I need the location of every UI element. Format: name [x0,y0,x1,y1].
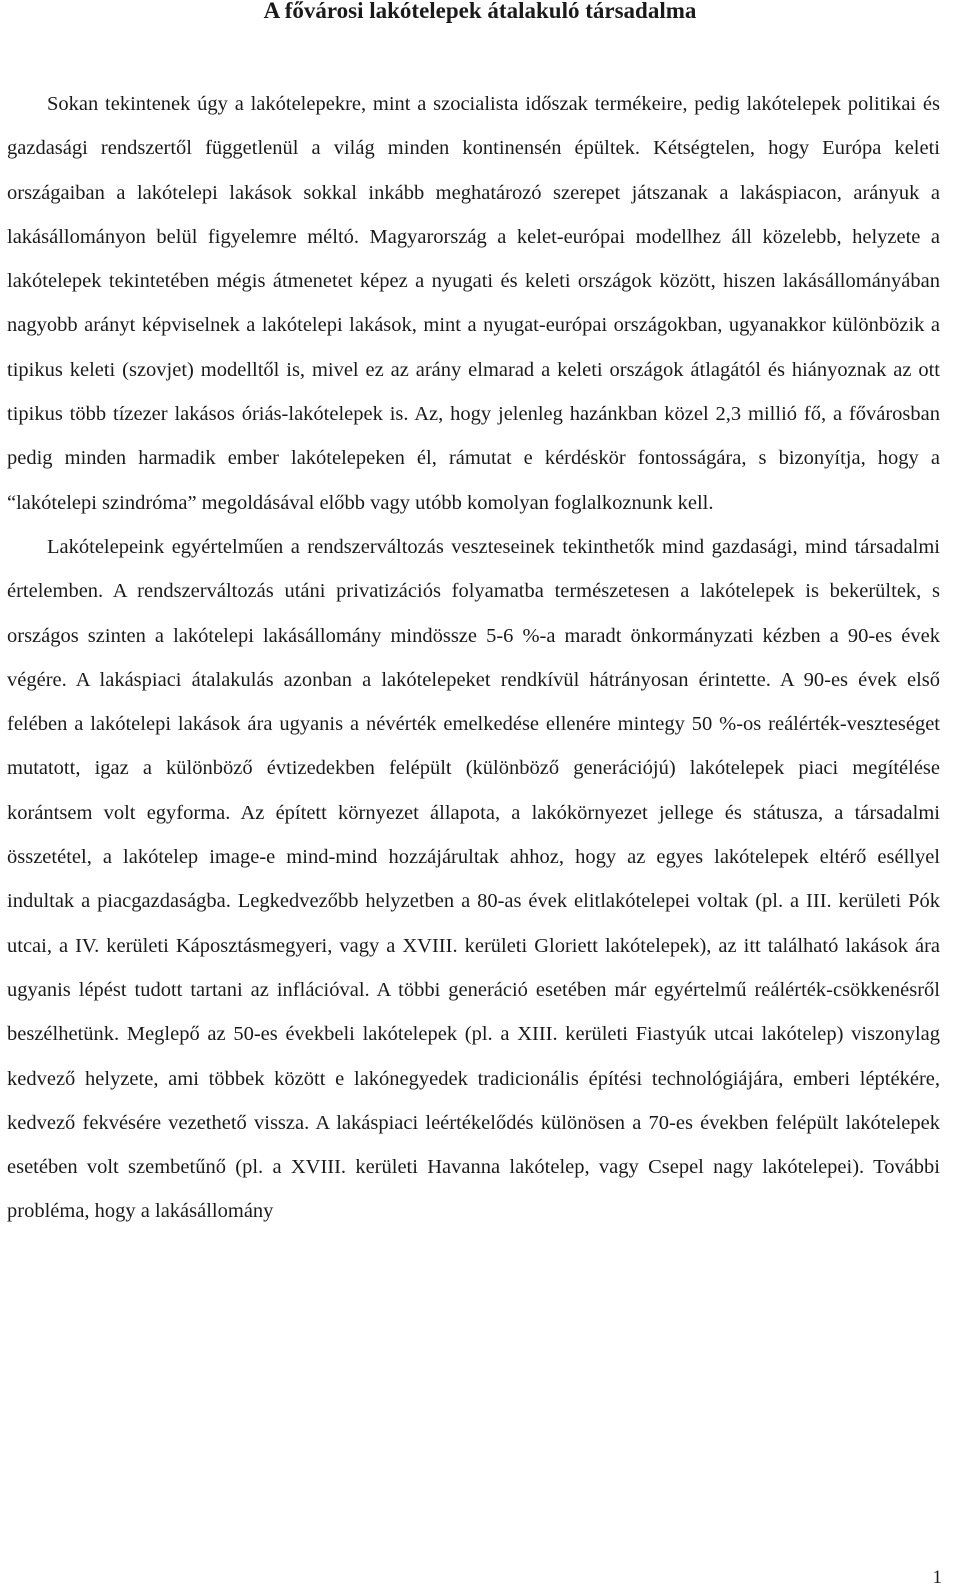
document-title: A fővárosi lakótelepek átalakuló társadalma [263,0,697,23]
page-number: 1 [932,1567,942,1588]
document-body [7,82,940,1234]
paragraph-intro: Sokan tekintenek úgy a lakótelepekre, mint a szocialista időszak termékeire, pedig lakótelepek politikai és gazdasági rendszertől függetlenül a világ minden kontinensén épültek. Kétségtelen, hogy Európa keleti országaiban a lakótelepi lakások sokkal inkább meghatározó szerepet játszanak a lakáspiacon, arányuk a lakásállományon belül figyelemre méltó. Magyarország a kelet-európai modellhez áll közelebb, helyzete a lakótelepek tekintetében mégis átmenetet képez a nyugati és keleti országok között, hiszen lakásállományában nagyobb arányt képviselnek a lakótelepi lakások, mint a nyugat-európai országokban, ugyanakkor különbözik a tipikus keleti (szovjet) modelltől is, mivel ez az arány elmarad a keleti országok átlagától és hiányoznak az ott tipikus több tízezer lakásos óriás-lakótelepek is. Az, hogy jelenleg hazánkban közel 2,3 millió fő, a fővárosban pedig minden harmadik ember lakótelepeken él, rámutat e kérdéskör fontosságára, s bizonyítja, hogy a “lakótelepi szindróma” megoldásával előbb vagy utóbb komolyan foglalkoznunk kell. [7,93,940,514]
paragraph-transition: Lakótelepeink egyértelműen a rendszerváltozás veszteseinek tekinthetők mind gazdasági, mind társadalmi értelemben. A rendszerváltozás utáni privatizációs folyamatba természetesen a lakótelepek is bekerültek, s országos szinten a lakótelepi lakásállomány mindössze 5-6 %-a maradt önkormányzati kézben a 90-es évek végére. A lakáspiaci átalakulás azonban a lakótelepeket rendkívül hátrányosan érintette. A 90-es évek első felében a lakótelepi lakások ára ugyanis a névérték emelkedése ellenére mintegy 50 %-os reálérték-veszteséget mutatott, igaz a különböző évtizedekben felépült (különböző generációjú) lakótelepek piaci megítélése korántsem volt egyforma. Az épített környezet állapota, a lakókörnyezet jellege és státusza, a társadalmi összetétel, a lakótelep image-e mind-mind hozzájárultak ahhoz, hogy az egyes lakótelepek eltérő eséllyel indultak a piacgazdaságba. Legkedvezőbb helyzetben a 80-as évek elitlakótelepei voltak (pl. a III. kerületi Pók utcai, a IV. kerületi Káposztásmegyeri, vagy a XVIII. kerületi Gloriett lakótelepek), az itt található lakások ára ugyanis lépést tudott tartani az inflációval. A többi generáció esetében már egyértelmű reálérték-csökkenésről beszélhetünk. Meglepő az 50-es évekbeli lakótelepek (pl. a XIII. kerületi Fiastyúk utcai lakótelep) viszonylag kedvező helyzete, ami többek között e lakónegyedek tradicionális építési technológiájára, emberi léptékére, kedvező fekvésére vezethető vissza. A lakáspiaci leértékelődés különösen a 70-es években felépült lakótelepek esetében volt szembetűnő (pl. a XVIII. kerületi Havanna lakótelep, vagy Csepel nagy lakótelepei). További probléma, hogy a lakásállomány [7,535,940,1223]
